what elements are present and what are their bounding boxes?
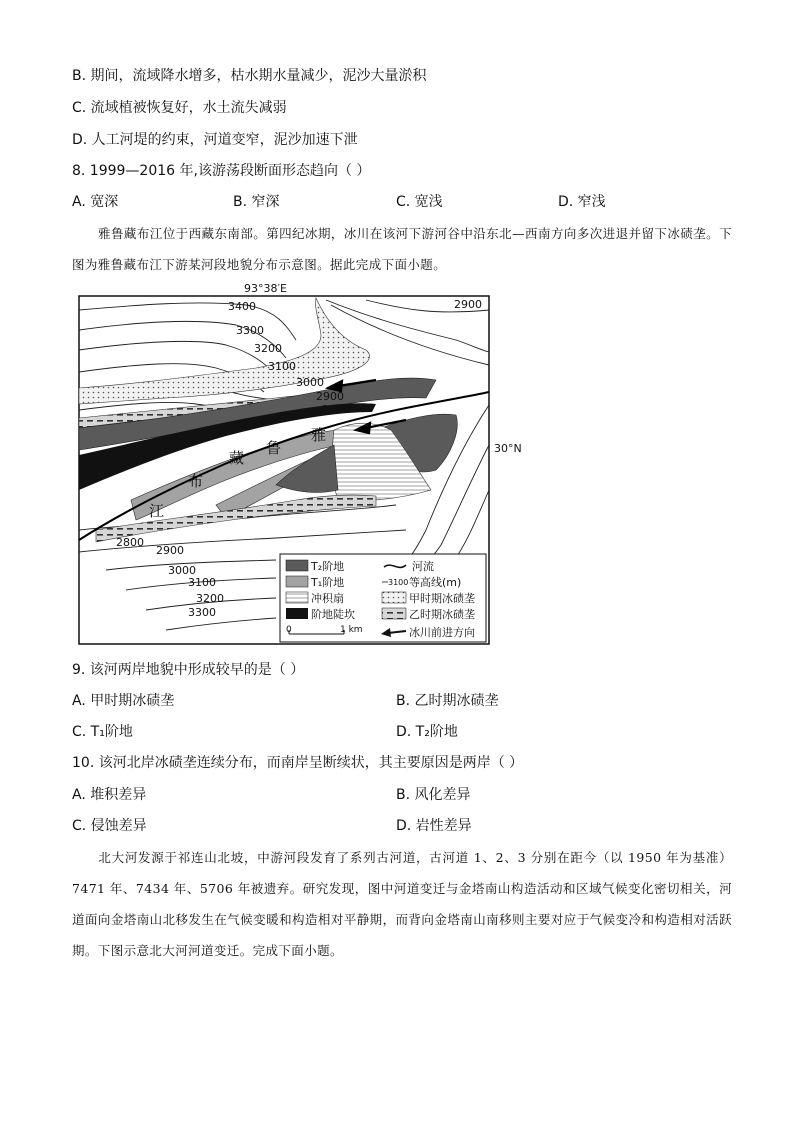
river-char-lu: 鲁 <box>266 439 282 457</box>
legend-swatch-scarp <box>286 608 308 619</box>
q8-option-d: D. 窄浅 <box>558 194 606 210</box>
passage-yarlung-text: 雅鲁藏布江位于西藏东南部。第四纪冰期，冰川在该河下游河谷中沿东北—西南方向多次进退并留下冰碛垄。下图为雅鲁藏布江下游某河段地貌分布示意图。据此完成下面小题。 <box>72 226 732 272</box>
contour-label-south-3100: 3100 <box>188 576 216 589</box>
contour-label-south-2800: 2800 <box>116 536 144 549</box>
q9-option-a: A. 甲时期冰碛垄 <box>72 693 175 709</box>
contour-label-2900: 2900 <box>316 390 344 403</box>
legend-swatch-fan <box>286 592 308 603</box>
legend-scarp: 阶地陡坎 <box>311 608 355 621</box>
q9-option-b: B. 乙时期冰碛垄 <box>396 693 499 709</box>
longitude-label: 93°38′E <box>244 282 287 295</box>
contour-label-2900-ne: 2900 <box>454 298 482 311</box>
q10-option-b: B. 风化差异 <box>396 787 471 803</box>
contour-label-south-3300: 3300 <box>188 606 216 619</box>
legend-swatch-moraine-b <box>382 608 406 619</box>
q8-option-a: A. 宽深 <box>72 194 119 210</box>
contour-label-3100: 3100 <box>268 360 296 373</box>
map-legend <box>280 554 486 642</box>
contour-label-south-2900: 2900 <box>156 544 184 557</box>
q7-option-b: B. 期间，流域降水增多，枯水期水量减少，泥沙大量淤积 <box>72 68 427 84</box>
q10-option-c: C. 侵蚀差异 <box>72 818 147 834</box>
legend-contour-sample: 3100 <box>388 578 409 587</box>
legend-t2: T₂阶地 <box>311 560 345 573</box>
legend-moraine-a: 甲时期冰碛垄 <box>409 592 475 605</box>
legend-contour: 等高线(m) <box>409 576 462 589</box>
q10-stem: 10. 该河北岸冰碛垄连续分布，而南岸呈断续状，其主要原因是两岸（ ） <box>72 755 524 771</box>
latitude-label: 30°N <box>494 442 522 455</box>
river-char-ya: 雅 <box>311 426 327 444</box>
passage-beida-river-text: 北大河发源于祁连山北坡，中游河段发育了系列古河道，古河道 1、2、3 分别在距今（以 1950 年为基准）7471 年、7434 年、5706 年被遗弃。研究发现，图中河道变迁与金塔南山构造活动和区域气候变化密切相关，河道面向金塔南山北移发生在气候变暖和构造相对平静期，而背向金塔南山南移则主要对应于气候变冷和构造相对活跃期。下图示意北大河河道变迁。完成下面小题。 <box>72 850 732 958</box>
legend-river: 河流 <box>412 560 434 573</box>
legend-swatch-t1 <box>286 576 308 587</box>
scale-unit: 1 km <box>340 625 363 635</box>
legend-glacier: 冰川前进方向 <box>409 626 475 639</box>
q9-option-c: C. T₁阶地 <box>72 724 133 740</box>
q8-stem: 8. 1999—2016 年,该游荡段断面形态趋向（ ） <box>72 163 371 179</box>
contour-label-south-3200: 3200 <box>196 592 224 605</box>
q7-option-d: D. 人工河堤的约束，河道变窄，泥沙加速下泄 <box>72 132 358 148</box>
q8-option-b: B. 窄深 <box>233 194 280 210</box>
legend-swatch-t2 <box>286 560 308 571</box>
q9-option-d: D. T₂阶地 <box>396 724 458 740</box>
legend-moraine-b: 乙时期冰碛垄 <box>409 608 475 621</box>
q9-stem: 9. 该河两岸地貌中形成较早的是（ ） <box>72 662 305 678</box>
contour-label-3200: 3200 <box>254 342 282 355</box>
legend-t1: T₁阶地 <box>311 576 345 589</box>
q10-option-a: A. 堆积差异 <box>72 787 147 803</box>
contour-label-3300: 3300 <box>236 324 264 337</box>
river-char-bu: 布 <box>188 472 204 490</box>
q8-option-c: C. 宽浅 <box>396 194 443 210</box>
legend-fan: 冲积扇 <box>311 592 344 605</box>
scale-zero: 0 <box>286 625 292 635</box>
contour-label-2800: 2800 <box>322 403 350 416</box>
landform-map <box>76 280 522 646</box>
passage-beida-river <box>72 842 732 966</box>
q10-option-d: D. 岩性差异 <box>396 818 472 834</box>
river-char-jiang: 江 <box>149 502 165 520</box>
passage-yarlung <box>72 218 732 280</box>
contour-label-3400: 3400 <box>228 300 256 313</box>
contour-label-south-3000: 3000 <box>168 564 196 577</box>
river-char-zang: 藏 <box>229 449 245 467</box>
contour-label-3000: 3000 <box>296 376 324 389</box>
q7-option-c: C. 流域植被恢复好，水土流失减弱 <box>72 100 287 116</box>
legend-swatch-moraine-a <box>382 592 406 603</box>
